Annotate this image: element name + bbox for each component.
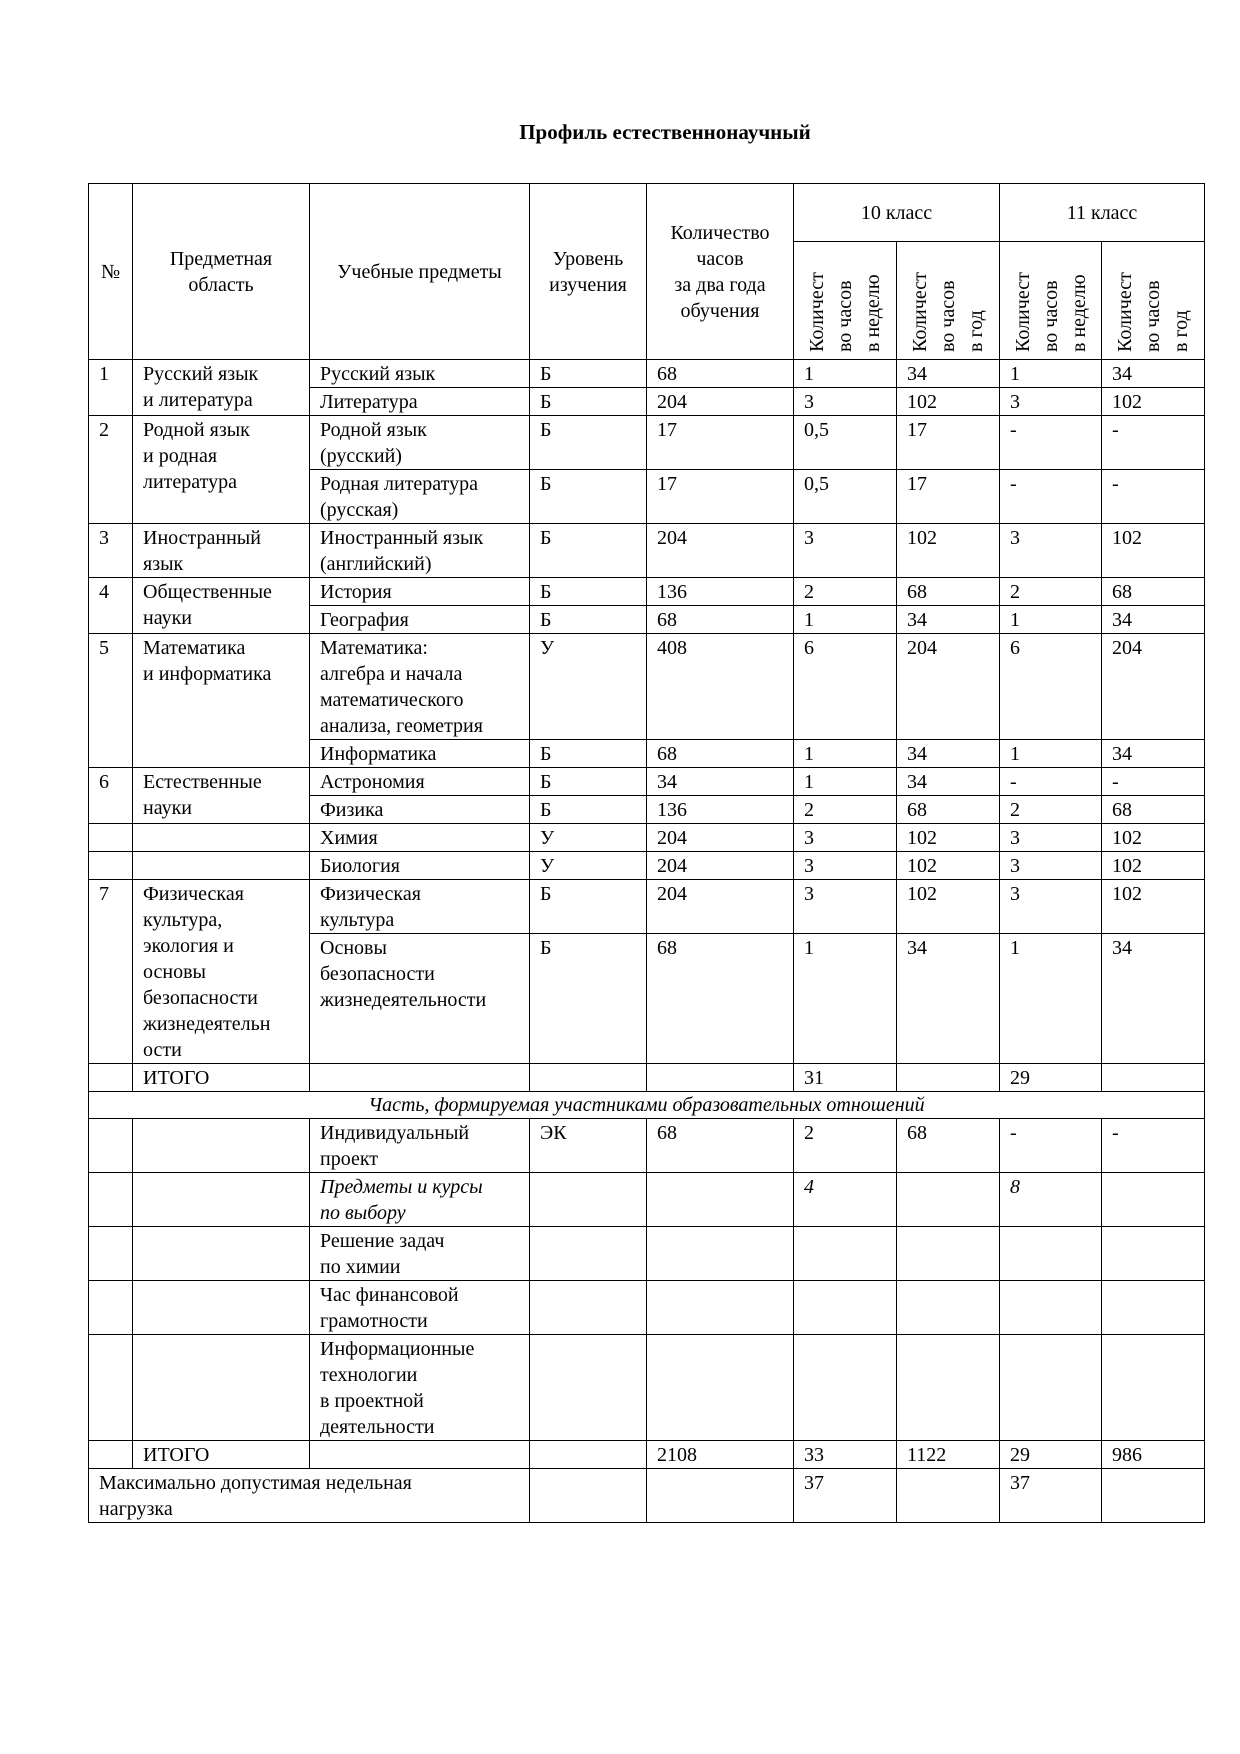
table-row xyxy=(89,824,1205,852)
cell-w11: 3 xyxy=(1000,524,1102,578)
cell-w11: 1 xyxy=(1000,606,1102,634)
cell-subject: История xyxy=(310,578,530,606)
table-row xyxy=(89,524,1205,578)
cell-w10: 3 xyxy=(794,824,897,852)
cell-total: 68 xyxy=(647,360,794,388)
cell-level: ЭК xyxy=(530,1119,647,1173)
cell-y11: 34 xyxy=(1102,740,1205,768)
cell-area: Иностранный язык xyxy=(133,524,310,578)
cell-w11: 6 xyxy=(1000,634,1102,740)
cell-total: 136 xyxy=(647,578,794,606)
cell-total: 204 xyxy=(647,880,794,934)
cell-level: Б xyxy=(530,578,647,606)
cell-w11: - xyxy=(1000,416,1102,470)
cell-empty xyxy=(647,1335,794,1441)
cell-subject: Родной язык (русский) xyxy=(310,416,530,470)
cell-total: 204 xyxy=(647,824,794,852)
cell-w10: 3 xyxy=(794,388,897,416)
cell-num: 4 xyxy=(89,578,133,634)
cell-area-empty xyxy=(133,824,310,852)
cell-w10: 1 xyxy=(794,934,897,1064)
cell-level: Б xyxy=(530,388,647,416)
cell-num-empty xyxy=(89,824,133,852)
cell-empty xyxy=(897,1469,1000,1523)
cell-subject: Русский язык xyxy=(310,360,530,388)
cell-area: Родной язык и родная литература xyxy=(133,416,310,524)
cell-num: 3 xyxy=(89,524,133,578)
cell-level: Б xyxy=(530,524,647,578)
cell-area-empty xyxy=(133,1227,310,1281)
cell-w10: 33 xyxy=(794,1441,897,1469)
cell-empty xyxy=(1102,1469,1205,1523)
cell-area-empty xyxy=(133,1281,310,1335)
cell-total: 136 xyxy=(647,796,794,824)
total-row xyxy=(89,1064,1205,1092)
table-row xyxy=(89,1335,1205,1441)
cell-w10: 4 xyxy=(794,1173,897,1227)
cell-area: Общественные науки xyxy=(133,578,310,634)
cell-y11: - xyxy=(1102,1119,1205,1173)
cell-w10: 0,5 xyxy=(794,470,897,524)
cell-subject: Предметы и курсы по выбору xyxy=(310,1173,530,1227)
cell-total: 204 xyxy=(647,524,794,578)
cell-level: Б xyxy=(530,470,647,524)
max-load-row xyxy=(89,1469,1205,1523)
cell-y11: 34 xyxy=(1102,360,1205,388)
cell-y11: 204 xyxy=(1102,634,1205,740)
cell-w10: 1 xyxy=(794,768,897,796)
cell-level: Б xyxy=(530,768,647,796)
cell-empty xyxy=(647,1064,794,1092)
cell-num: 5 xyxy=(89,634,133,768)
cell-y10: 68 xyxy=(897,796,1000,824)
header-grade-10: 10 класс xyxy=(794,184,1000,242)
cell-w11: 1 xyxy=(1000,740,1102,768)
total-row xyxy=(89,1441,1205,1469)
cell-total: 17 xyxy=(647,470,794,524)
cell-subject: Физика xyxy=(310,796,530,824)
table-row xyxy=(89,768,1205,796)
cell-w10: 2 xyxy=(794,578,897,606)
cell-subject: Информационные технологии в проектной деятельности xyxy=(310,1335,530,1441)
cell-subject: Химия xyxy=(310,824,530,852)
cell-y10: 34 xyxy=(897,768,1000,796)
cell-empty xyxy=(1000,1227,1102,1281)
cell-w11: - xyxy=(1000,1119,1102,1173)
header-11-per-week-label: Количест во часов в неделю xyxy=(1011,272,1090,352)
cell-level: Б xyxy=(530,360,647,388)
cell-subject: Физическая культура xyxy=(310,880,530,934)
cell-empty xyxy=(794,1335,897,1441)
cell-subject: Иностранный язык (английский) xyxy=(310,524,530,578)
cell-empty xyxy=(310,1441,530,1469)
cell-empty xyxy=(794,1227,897,1281)
page-title: Профиль естественнонаучный xyxy=(519,120,811,144)
cell-num-empty xyxy=(89,1064,133,1092)
section-row xyxy=(89,1092,1205,1119)
cell-level: Б xyxy=(530,934,647,1064)
cell-subject: Индивидуальный проект xyxy=(310,1119,530,1173)
header-grade-11: 11 класс xyxy=(1000,184,1205,242)
total-label: ИТОГО xyxy=(133,1441,310,1469)
cell-y11: 34 xyxy=(1102,606,1205,634)
cell-area-empty xyxy=(133,1119,310,1173)
cell-empty xyxy=(1102,1064,1205,1092)
table-row xyxy=(89,416,1205,470)
cell-y11: - xyxy=(1102,768,1205,796)
cell-num-empty xyxy=(89,1441,133,1469)
cell-w11: 8 xyxy=(1000,1173,1102,1227)
cell-area-empty xyxy=(133,1335,310,1441)
cell-num-empty xyxy=(89,1281,133,1335)
table-row xyxy=(89,360,1205,388)
cell-w10: 3 xyxy=(794,880,897,934)
cell-total: 68 xyxy=(647,1119,794,1173)
cell-y10: 17 xyxy=(897,470,1000,524)
header-10-per-week-label: Количест во часов в неделю xyxy=(806,272,884,352)
cell-total: 2108 xyxy=(647,1441,794,1469)
cell-total: 68 xyxy=(647,606,794,634)
cell-w11: 3 xyxy=(1000,388,1102,416)
cell-empty xyxy=(647,1173,794,1227)
cell-empty xyxy=(1102,1281,1205,1335)
cell-w10: 1 xyxy=(794,360,897,388)
cell-total: 204 xyxy=(647,852,794,880)
cell-level: Б xyxy=(530,416,647,470)
cell-y11: 986 xyxy=(1102,1441,1205,1469)
cell-num-empty xyxy=(89,1335,133,1441)
cell-empty xyxy=(897,1281,1000,1335)
cell-y10: 204 xyxy=(897,634,1000,740)
header-11-per-year-label: Количест во часов в год xyxy=(1114,272,1193,352)
cell-level: У xyxy=(530,824,647,852)
cell-y10: 1122 xyxy=(897,1441,1000,1469)
cell-area: Русский язык и литература xyxy=(133,360,310,416)
cell-subject: Час финансовой грамотности xyxy=(310,1281,530,1335)
cell-w11: 29 xyxy=(1000,1441,1102,1469)
header-11-per-year xyxy=(1102,242,1205,360)
table-row xyxy=(89,880,1205,934)
cell-y10: 68 xyxy=(897,1119,1000,1173)
cell-y10: 68 xyxy=(897,578,1000,606)
cell-total: 68 xyxy=(647,740,794,768)
cell-subject: Основы безопасности жизнедеятельности xyxy=(310,934,530,1064)
header-10-per-week xyxy=(794,242,897,360)
cell-level: У xyxy=(530,634,647,740)
table-row xyxy=(89,578,1205,606)
cell-level: Б xyxy=(530,796,647,824)
cell-empty xyxy=(530,1227,647,1281)
cell-y11: 102 xyxy=(1102,824,1205,852)
curriculum-table xyxy=(88,183,1205,1523)
cell-level: У xyxy=(530,852,647,880)
cell-y10: 17 xyxy=(897,416,1000,470)
cell-num: 2 xyxy=(89,416,133,524)
header-hours-total: Количество часов за два года обучения xyxy=(647,184,794,360)
cell-area-empty xyxy=(133,852,310,880)
cell-empty xyxy=(1102,1227,1205,1281)
cell-num-empty xyxy=(89,1227,133,1281)
cell-empty xyxy=(530,1281,647,1335)
cell-subject: Математика: алгебра и начала математического анализа, геометрия xyxy=(310,634,530,740)
cell-w11: - xyxy=(1000,470,1102,524)
cell-y10: 102 xyxy=(897,524,1000,578)
table-row xyxy=(89,1173,1205,1227)
cell-w10: 1 xyxy=(794,740,897,768)
cell-subject: Астрономия xyxy=(310,768,530,796)
cell-empty xyxy=(647,1281,794,1335)
cell-w11: 2 xyxy=(1000,578,1102,606)
table-row xyxy=(89,1281,1205,1335)
cell-subject: Информатика xyxy=(310,740,530,768)
cell-w10: 2 xyxy=(794,796,897,824)
cell-subject: Решение задач по химии xyxy=(310,1227,530,1281)
cell-w11: 3 xyxy=(1000,880,1102,934)
header-subject: Учебные предметы xyxy=(310,184,530,360)
cell-y10: 34 xyxy=(897,606,1000,634)
total-label: ИТОГО xyxy=(133,1064,310,1092)
cell-w10: 3 xyxy=(794,524,897,578)
cell-w10: 6 xyxy=(794,634,897,740)
header-10-per-year-label: Количест во часов в год xyxy=(909,272,987,352)
cell-y11: 102 xyxy=(1102,852,1205,880)
cell-area: Математика и информатика xyxy=(133,634,310,768)
cell-w11: 3 xyxy=(1000,852,1102,880)
cell-num: 1 xyxy=(89,360,133,416)
cell-w11: 3 xyxy=(1000,824,1102,852)
cell-y11: 68 xyxy=(1102,796,1205,824)
cell-y11: 102 xyxy=(1102,388,1205,416)
cell-y11: - xyxy=(1102,416,1205,470)
cell-total: 34 xyxy=(647,768,794,796)
cell-total: 17 xyxy=(647,416,794,470)
cell-num-empty xyxy=(89,852,133,880)
cell-level: Б xyxy=(530,880,647,934)
cell-area-empty xyxy=(133,1173,310,1227)
cell-subject: Биология xyxy=(310,852,530,880)
cell-area: Естественные науки xyxy=(133,768,310,824)
cell-total: 408 xyxy=(647,634,794,740)
header-level: Уровень изучения xyxy=(530,184,647,360)
cell-empty xyxy=(794,1281,897,1335)
cell-empty xyxy=(530,1469,647,1523)
cell-total: 204 xyxy=(647,388,794,416)
header-10-per-year xyxy=(897,242,1000,360)
cell-y10: 34 xyxy=(897,934,1000,1064)
cell-num: 7 xyxy=(89,880,133,1064)
cell-w10: 0,5 xyxy=(794,416,897,470)
cell-empty xyxy=(530,1335,647,1441)
cell-w11: 2 xyxy=(1000,796,1102,824)
cell-y10: 102 xyxy=(897,824,1000,852)
cell-empty xyxy=(1102,1173,1205,1227)
cell-w10: 1 xyxy=(794,606,897,634)
cell-w11: 1 xyxy=(1000,934,1102,1064)
cell-empty xyxy=(897,1173,1000,1227)
cell-num: 6 xyxy=(89,768,133,824)
table-row xyxy=(89,1119,1205,1173)
cell-w10: 37 xyxy=(794,1469,897,1523)
cell-w11: 1 xyxy=(1000,360,1102,388)
cell-empty xyxy=(1102,1335,1205,1441)
cell-empty xyxy=(647,1469,794,1523)
cell-w10: 2 xyxy=(794,1119,897,1173)
cell-y10: 34 xyxy=(897,360,1000,388)
cell-y11: - xyxy=(1102,470,1205,524)
cell-w11: - xyxy=(1000,768,1102,796)
cell-num-empty xyxy=(89,1119,133,1173)
cell-y10: 34 xyxy=(897,740,1000,768)
table-row xyxy=(89,634,1205,740)
cell-empty xyxy=(897,1064,1000,1092)
cell-total: 68 xyxy=(647,934,794,1064)
cell-area: Физическая культура, экология и основы безопасности жизнедеятельн ости xyxy=(133,880,310,1064)
header-area: Предметная область xyxy=(133,184,310,360)
header-num: № xyxy=(89,184,133,360)
section-title: Часть, формируемая участниками образовательных отношений xyxy=(89,1092,1205,1119)
cell-y10: 102 xyxy=(897,388,1000,416)
cell-w10: 3 xyxy=(794,852,897,880)
cell-empty xyxy=(530,1064,647,1092)
cell-subject: Родная литература (русская) xyxy=(310,470,530,524)
cell-empty xyxy=(1000,1335,1102,1441)
header-11-per-week xyxy=(1000,242,1102,360)
cell-empty xyxy=(1000,1281,1102,1335)
cell-y11: 34 xyxy=(1102,934,1205,1064)
cell-empty xyxy=(530,1441,647,1469)
cell-y10: 102 xyxy=(897,880,1000,934)
cell-subject: Литература xyxy=(310,388,530,416)
cell-empty xyxy=(530,1173,647,1227)
cell-empty xyxy=(897,1227,1000,1281)
cell-empty xyxy=(310,1064,530,1092)
table-row xyxy=(89,852,1205,880)
cell-w10: 31 xyxy=(794,1064,897,1092)
cell-y11: 102 xyxy=(1102,524,1205,578)
cell-empty xyxy=(897,1335,1000,1441)
table-row xyxy=(89,1227,1205,1281)
cell-num-empty xyxy=(89,1173,133,1227)
cell-w11: 29 xyxy=(1000,1064,1102,1092)
max-load-label: Максимально допустимая недельная нагрузка xyxy=(89,1469,530,1523)
cell-w11: 37 xyxy=(1000,1469,1102,1523)
cell-empty xyxy=(647,1227,794,1281)
cell-subject: География xyxy=(310,606,530,634)
cell-level: Б xyxy=(530,740,647,768)
cell-y11: 68 xyxy=(1102,578,1205,606)
cell-level: Б xyxy=(530,606,647,634)
cell-y10: 102 xyxy=(897,852,1000,880)
cell-y11: 102 xyxy=(1102,880,1205,934)
